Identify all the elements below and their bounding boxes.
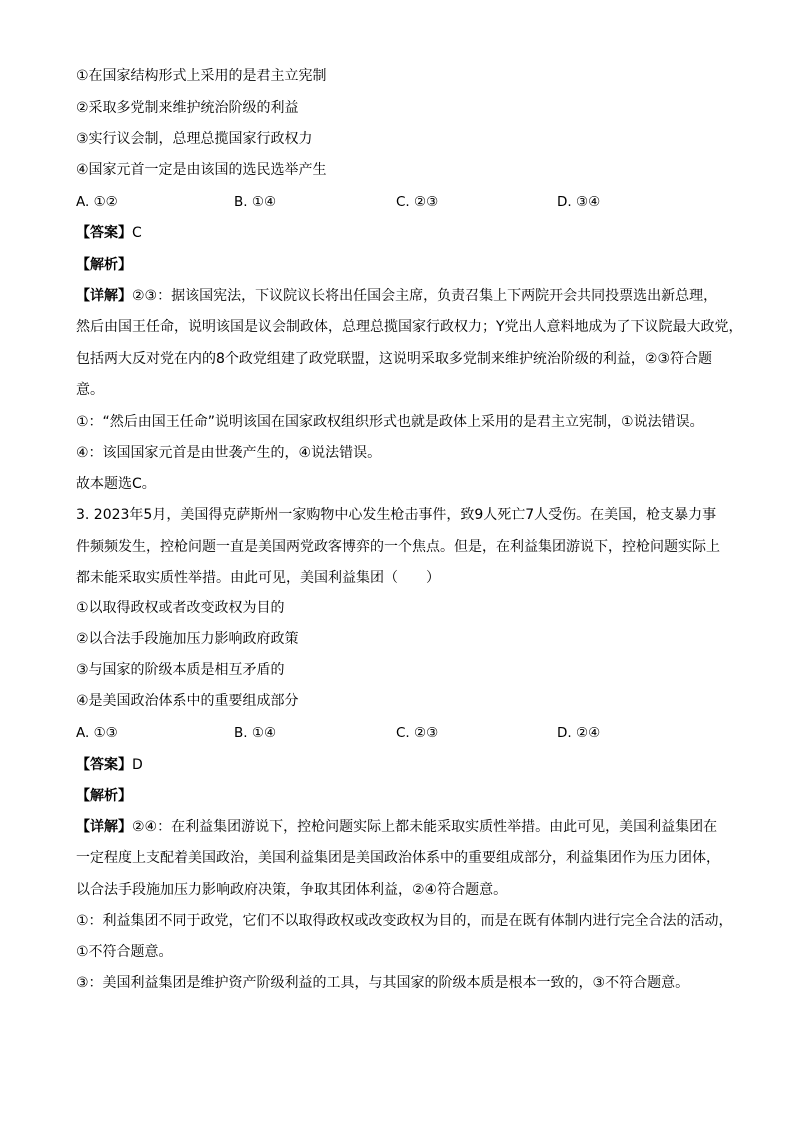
q3-stem-line-2: 件频频发生，控枪问题一直是美国两党政客博弈的一个焦点。但是，在利益集团游说下，控枪问题实际上 — [76, 539, 720, 555]
q3-choice-a: A. ①③ — [76, 725, 118, 741]
q2-option-2: ②采取多党制来维护统治阶级的利益 — [76, 100, 299, 116]
q2-choice-d: D. ③④ — [557, 194, 601, 210]
q3-choice-b: B. ①④ — [234, 725, 277, 741]
q2-choice-b: B. ①④ — [234, 194, 277, 210]
q3-option-2: ②以合法手段施加压力影响政府政策 — [76, 631, 299, 647]
q2-detail-line-3: 包括两大反对党在内的8个政党组建了政党联盟，这说明采取多党制来维护统治阶级的利益，②③符合题 — [76, 351, 713, 367]
q2-option-3: ③实行议会制，总理总揽国家行政权力 — [76, 131, 313, 147]
q3-detail-line-1 — [76, 817, 726, 837]
q3-wrong-line-3: ③：美国利益集团是维护资产阶级利益的工具，与其国家的阶级本质是根本一致的，③不符合题意。 — [76, 975, 690, 991]
answer-tag: 【答案】 — [76, 757, 132, 773]
q3-option-4: ④是美国政治体系中的重要组成部分 — [76, 693, 299, 709]
q2-option-1: ①在国家结构形式上采用的是君主立宪制 — [76, 68, 327, 84]
q2-option-4: ④国家元首一定是由该国的选民选举产生 — [76, 162, 327, 178]
q3-analysis-tag: 【解析】 — [76, 788, 132, 804]
q2-detail-line-4: 意。 — [76, 382, 104, 398]
answer-value: C — [132, 225, 142, 241]
q3-option-3: ③与国家的阶级本质是相互矛盾的 — [76, 662, 285, 678]
q2-detail-line-1 — [76, 286, 726, 306]
q2-answer — [76, 223, 726, 243]
q2-wrong-line-2: ④：该国国家元首是由世袭产生的，④说法错误。 — [76, 445, 382, 461]
answer-tag: 【答案】 — [76, 225, 132, 241]
q3-detail-line-3: 以合法手段施加压力影响政府决策，争取其团体利益，②④符合题意。 — [76, 882, 508, 898]
q2-choice-c: C. ②③ — [396, 194, 439, 210]
q3-choice-d: D. ②④ — [557, 725, 601, 741]
q3-answer — [76, 755, 726, 775]
detail-text: ②④：在利益集团游说下，控枪问题实际上都未能采取实质性举措。由此可见，美国利益集团在 — [132, 819, 718, 835]
q2-conclusion: 故本题选C。 — [76, 476, 156, 492]
q3-option-1: ①以取得政权或者改变政权为目的 — [76, 600, 285, 616]
q2-wrong-line-1: ①：“然后由国王任命”说明该国在国家政权组织形式也就是政体上采用的是君主立宪制，①说法错误。 — [76, 414, 704, 430]
q3-wrong-line-2: ①不符合题意。 — [76, 944, 173, 960]
detail-tag: 【详解】 — [76, 819, 132, 835]
q3-choice-c: C. ②③ — [396, 725, 439, 741]
q3-wrong-line-1: ①：利益集团不同于政党，它们不以取得政权或改变政权为目的，而是在既有体制内进行完全合法的活动， — [76, 913, 733, 929]
detail-tag: 【详解】 — [76, 288, 132, 304]
q3-detail-line-2: 一定程度上支配着美国政治，美国利益集团是美国政治体系中的重要组成部分，利益集团作为压力团体， — [76, 850, 720, 866]
detail-text: ②③：据该国宪法，下议院议长将出任国会主席，负责召集上下两院开会共同投票选出新总理， — [132, 288, 718, 304]
answer-value: D — [132, 757, 143, 773]
q2-detail-line-2: 然后由国王任命，说明该国是议会制政体，总理总揽国家行政权力；Y党出人意料地成为了下议院最大政党， — [76, 319, 743, 335]
q3-stem-line-1: 3. 2023年5月，美国得克萨斯州一家购物中心发生枪击事件，致9人死亡7人受伤。在美国，枪支暴力事 — [76, 507, 717, 523]
q2-analysis-tag: 【解析】 — [76, 257, 132, 273]
q3-stem-line-3: 都未能采取实质性举措。由此可见，美国利益集团（ ） — [76, 570, 440, 586]
q2-choice-a: A. ①② — [76, 194, 118, 210]
